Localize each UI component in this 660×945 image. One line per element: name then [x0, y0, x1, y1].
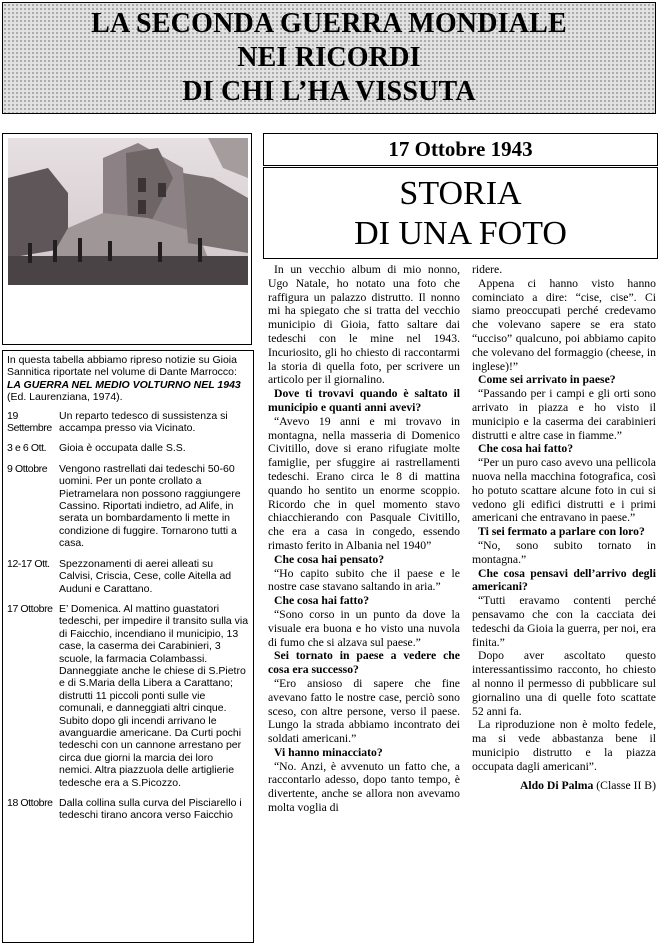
article-paragraph: “No. Anzi, è avvenuto un fatto che, a raccontarlo adesso, dopo tanto tempo, è divertente, anche se allora non avevamo molta voglia di [268, 759, 460, 815]
interview-question: Ti sei fermato a parlare con loro? [478, 525, 645, 539]
intro-publisher: (Ed. Laurenziana, 1974). [7, 391, 123, 404]
interview-question: Sei tornato in paese a vedere che cosa era successo? [268, 649, 460, 677]
article-title [263, 167, 658, 259]
chronology-rows [7, 410, 249, 822]
interview-question: Vi hanno minacciato? [274, 745, 383, 759]
author-class: (Classe II B) [593, 779, 656, 793]
article-paragraph: La riproduzione non è molto fedele, ma si vede abbastanza bene il municipio distrutto e la piazza occupata dagli americani”. [472, 718, 656, 773]
chronology-event: Spezzonamenti di aerei alleati su Calvisi, Criscia, Cese, colle Aitella ad Auduni e Carattano. [59, 557, 232, 595]
chronology-date: 3 e 6 Ott. [7, 442, 47, 455]
chronology-event: E’ Domenica. Al mattino guastatori tedeschi, per impedire il transito sulla via di Faicchio, incendiano il municipio, 13 case, la caserma dei Carabinieri, 3 scuole, la farmacia Colambassi. Danneggiate anche le chiese di S.Pietro e di S.Maria della Libera a Carattano; distrutti 11 piccoli ponti sulle vie comunali, e danneggiati altri cinque. Subito dopo gli incendi arrivano le avanguardie americane. Da Curti pochi tedeschi con un cannone arrestano per circa due giorni la marcia dei loro nemici. Altra piazzuola delle artiglierie tedesche era a S.Picozzo. [59, 602, 249, 789]
chronology-table [2, 350, 254, 943]
banner-title-line-2: NEI RICORDI [237, 42, 421, 73]
banner-title-line-1: LA SECONDA GUERRA MONDIALE [91, 8, 567, 39]
article-paragraph: Appena ci hanno visto hanno cominciato a dire: “cise, cise”. Ci siamo preoccupati perché credevamo che volevano sapere se era stato “ucciso” qualcuno, poi abbiamo capito che volevano del formaggio (cheese, in inglese)!” [472, 276, 656, 373]
article-paragraph: ridere. [472, 263, 503, 276]
article-column-2 [472, 263, 656, 793]
chronology-date: 12-17 Ott. [7, 557, 50, 570]
chronology-event: Gioia è occupata dalle S.S. [59, 442, 186, 455]
destroyed-town-hall-photo [8, 138, 248, 285]
interview-question: Che cosa pensavi dell’arrivo degli americani? [472, 566, 656, 594]
chronology-event: Dalla collina sulla curva del Pisciarello i tedeschi tirano ancora verso Faicchio [59, 797, 242, 822]
article-paragraph: “Passando per i campi e gli orti sono arrivato in piazza e ho visto il municipio e la caserma dei carabinieri distrutti e altre case in fiamme.” [472, 387, 656, 442]
chronology-date: 9 Ottobre [7, 462, 48, 475]
chronology-date: 17 Ottobre [7, 602, 53, 615]
chronology-row [7, 463, 249, 550]
article-paragraph: “Avevo 19 anni e mi trovavo in montagna, nella masseria di Domenico Civitillo, dove si erano rifugiate molte famiglie, per sfuggire ai rastrellamenti tedeschi. Erano circa le 8 di mattina quando ho sentito un enorme scoppio. Ricordo che in quel momento stavo chiacchierando con Pasquale Civitillo, che era a casa in congedo, essendo rimasto ferito in Albania nel 1940” [268, 414, 460, 552]
chronology-event: Un reparto tedesco di sussistenza si accampa presso via Vicinato. [59, 409, 228, 435]
article-date: 17 Ottobre 1943 [263, 133, 658, 166]
article-column-1 [268, 263, 460, 815]
interview-question: Che cosa hai pensato? [274, 552, 385, 566]
article-paragraph: Dopo aver ascoltato questo interessantissimo racconto, ho chiesto al nonno il permesso di pubblicare sul giornalino una di quelle foto scattate 52 anni fa. [472, 649, 656, 718]
chronology-row [7, 442, 249, 454]
chronology-row [7, 797, 249, 822]
article-paragraph: “Tutti eravamo contenti perché pensavamo che con la cacciata dei tedeschi da Gioia la guerra, per noi, era finita.” [472, 594, 656, 649]
article-paragraph: “Sono corso in un punto da dove la visuale era buona e ho visto una nuvola di fumo che si alzava sul paese.” [268, 607, 460, 649]
article-paragraph: “Ero ansioso di sapere che fine avevano fatto le nostre case, perciò sono sceso, con altre persone, verso il paese. Lungo la strada abbiamo incontrato dei soldati americani.” [268, 676, 460, 746]
chronology-row [7, 558, 249, 595]
intro-text: In questa tabella abbiamo ripreso notizie su Gioia Sannitica riportate nel volume di Dante Marrocco: [7, 354, 237, 379]
banner-title-line-3: DI CHI L’HA VISSUTA [182, 76, 476, 107]
article-title-line-1: STORIA [399, 175, 522, 212]
interview-question: Che cosa hai fatto? [478, 442, 574, 456]
chronology-intro [7, 354, 249, 404]
article-title-line-2: DI UNA FOTO [354, 215, 567, 252]
interview-question: Dove ti trovavi quando è saltato il municipio e quanti anni avevi? [268, 387, 460, 414]
author-name: Aldo Di Palma [519, 779, 594, 793]
article-paragraph: “No, sono subito tornato in montagna.” [472, 538, 656, 566]
chronology-date: 19 Settembre [7, 409, 52, 435]
article-paragraph: “Ho capito subito che il paese e le nostre case stavano saltando in aria.” [268, 566, 460, 594]
interview-question: Che cosa hai fatto? [274, 594, 370, 608]
book-title: LA GUERRA NEL MEDIO VOLTURNO NEL 1943 [7, 378, 241, 391]
interview-question: Come sei arrivato in paese? [478, 373, 616, 387]
article-paragraph: “Per un puro caso avevo una pellicola nuova nella macchina fotografica, così ho potuto scattare alcune foto in cui si vedono gli edifici distrutti e i primi americani che entravano in paese.” [472, 456, 656, 525]
article-paragraph: In un vecchio album di mio nonno, Ugo Natale, ho notato una foto che raffigura un palazzo distrutto. Il nonno mi ha spiegato che si tratta del vecchio municipio di Gioia, fatto saltare dai tedeschi con le mine nel 1943. Incuriosito, gli ho chiesto di raccontarmi la storia di quella foto, per scrivere un articolo per il giornalino. [268, 263, 460, 387]
chronology-event: Vengono rastrellati dai tedeschi 50-60 uomini. Per un ponte crollato a Pietramelara non possono raggiungere Cassino. Riportati indietro, ad Alife, in serata un bombardamento li mette in condizione di fuggire. Tornarono tutti a casa. [59, 462, 241, 550]
chronology-row [7, 410, 249, 435]
chronology-date: 18 Ottobre [7, 797, 53, 809]
photo-frame [2, 133, 252, 345]
chronology-row [7, 603, 249, 789]
header-banner [2, 2, 656, 114]
article-signature [472, 779, 656, 793]
